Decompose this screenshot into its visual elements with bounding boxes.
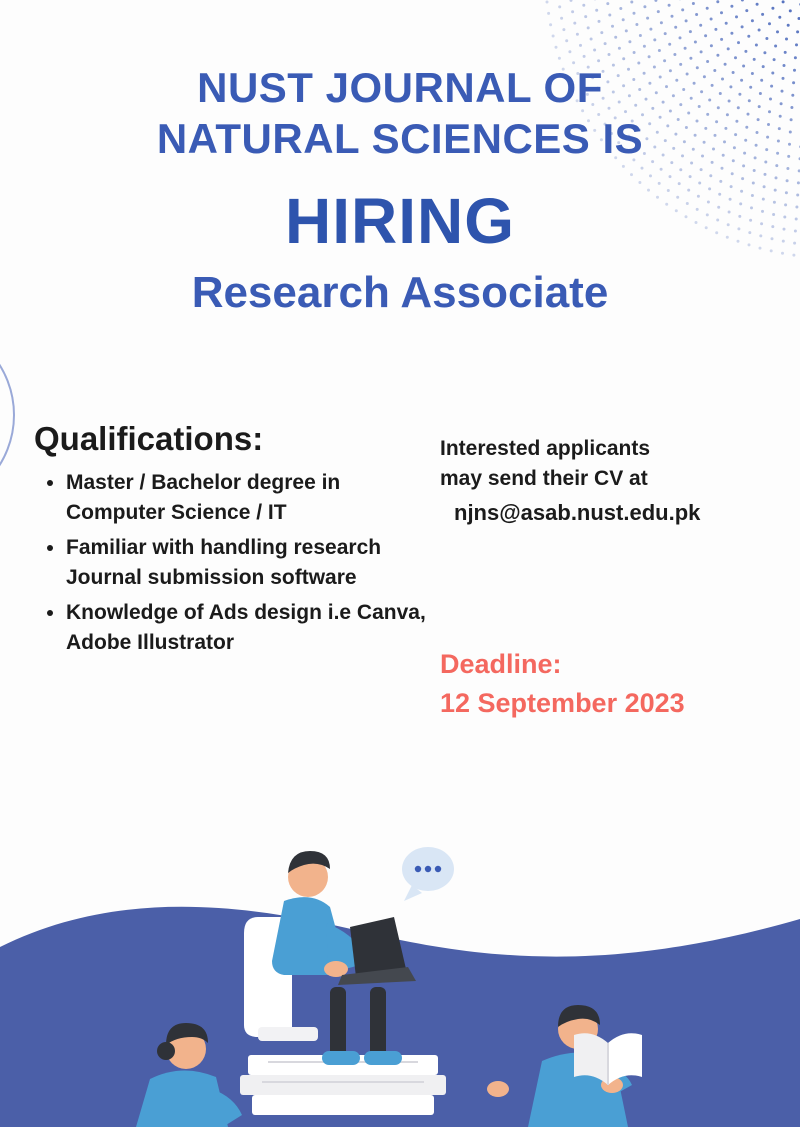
contact-line-1: Interested applicants [440, 437, 651, 460]
list-item: • Master / Bachelor degree in Computer Science / IT [66, 468, 434, 529]
poster-headline [0, 62, 800, 317]
contact-section [440, 434, 790, 529]
deadline-label: Deadline: [440, 649, 562, 679]
bottom-illustration [0, 827, 800, 1127]
qualifications-section [34, 420, 434, 663]
contact-email[interactable]: njns@asab.nust.edu.pk [454, 499, 701, 525]
contact-line-2: may send their CV at [440, 467, 648, 491]
list-item: • Familiar with handling research Journal submission software [66, 533, 434, 594]
job-role-title: Research Associate [191, 267, 609, 317]
headline-hiring: HIRING [285, 185, 515, 258]
qualifications-title: Qualifications: [34, 420, 264, 457]
list-item: • Knowledge of Ads design i.e Canva, Adobe Illustrator [66, 598, 434, 659]
deadline-date: 12 September 2023 [440, 688, 685, 719]
deadline-section [440, 645, 790, 723]
headline-line-1: NUST JOURNAL OF [197, 64, 603, 111]
headline-line-2: NATURAL SCIENCES IS [156, 115, 644, 163]
qualifications-list [34, 468, 434, 659]
